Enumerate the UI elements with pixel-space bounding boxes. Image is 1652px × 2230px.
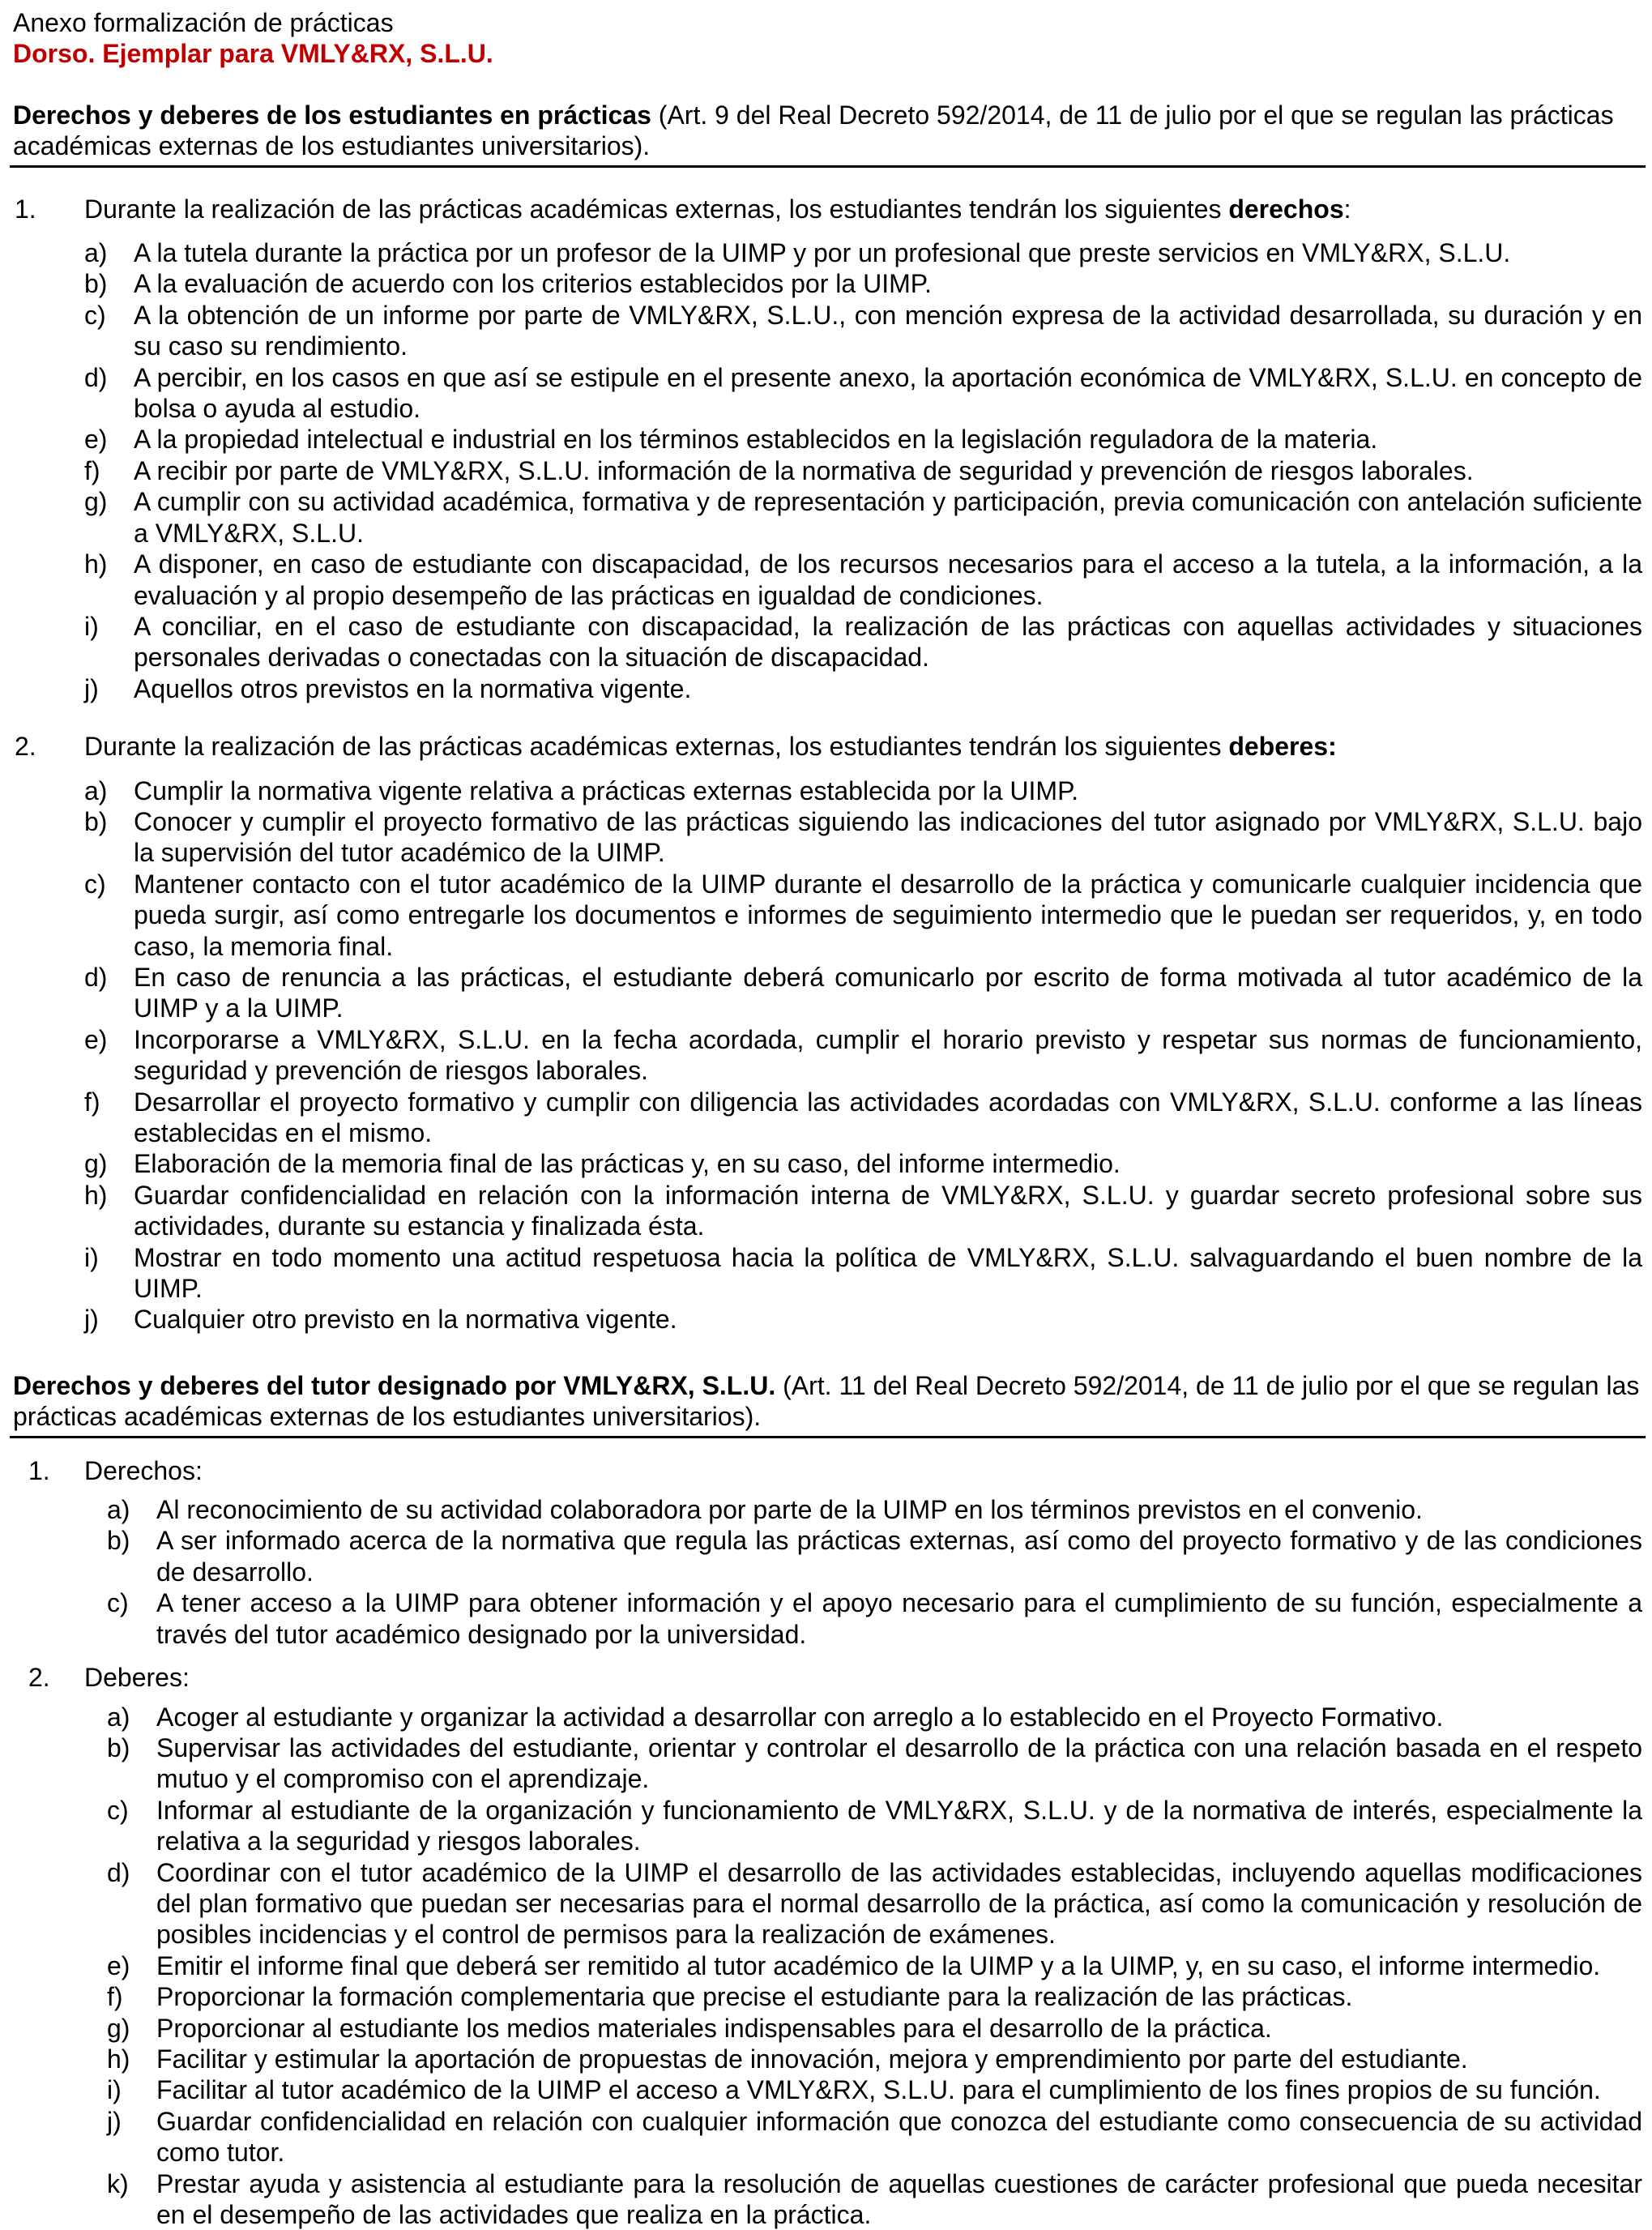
list-item — [13, 1087, 1642, 1149]
list-item — [13, 486, 1642, 549]
list-item-letter: b) — [84, 806, 108, 836]
list-item-letter: f) — [84, 1087, 100, 1117]
list-item-text: A la obtención de un informe por parte de VMLY&RX, S.L.U., con mención expresa de la actividad desarrollada, su duración y en su caso su rendimiento. — [134, 300, 1642, 361]
list-item-text: Emitir el informe final que deberá ser remitido al tutor académico de la UIMP y a la UIMP, y, en su caso, el informe intermedio. — [156, 1950, 1601, 1980]
section-heading-bold: Derechos y deberes de los estudiantes en prácticas — [13, 100, 651, 130]
list-item-letter: i) — [107, 2075, 122, 2105]
list-item-letter: a) — [84, 238, 108, 268]
list-item — [13, 1587, 1642, 1650]
list-item — [13, 1525, 1642, 1587]
document-body — [13, 100, 1642, 2230]
item-intro-end: : — [1343, 194, 1351, 224]
list-item — [13, 424, 1642, 455]
list-item-text: A conciliar, en el caso de estudiante con discapacidad, la realización de las prácticas con aquellas actividades y situaciones personales derivadas o conectadas con la situación de discapacidad. — [134, 611, 1642, 673]
list-item-letter: k) — [107, 2168, 129, 2198]
list-item-text: A recibir por parte de VMLY&RX, S.L.U. información de la normativa de seguridad y prevención de riesgos laborales. — [134, 455, 1474, 485]
list-item-letter: a) — [107, 1495, 130, 1525]
list-item — [13, 1732, 1642, 1795]
section-1 — [13, 100, 1642, 1335]
item-intro-bold: derechos — [1228, 194, 1344, 224]
list-item-letter: h) — [84, 549, 108, 579]
numbered-item-1 — [13, 194, 1642, 224]
list-item — [13, 237, 1642, 268]
section-heading — [13, 100, 1642, 162]
list-item-text: Conocer y cumplir el proyecto formativo de las prácticas siguiendo las indicaciones del tutor asignado por VMLY&RX, S.L.U. bajo la supervisión del tutor académico de la UIMP. — [134, 806, 1642, 868]
list-item-text: A la propiedad intelectual e industrial en los términos establecidos en la legislación reguladora de la materia. — [134, 425, 1378, 455]
list-item-text: Supervisar las actividades del estudiante, orientar y controlar el desarrollo de la práctica con una relación basada en el respeto mutuo y el compromiso con el aprendizaje. — [156, 1732, 1642, 1794]
list-item-text: Desarrollar el proyecto formativo y cumplir con diligencia las actividades acordadas con VMLY&RX, S.L.U. conforme a las líneas establecidas en el mismo. — [134, 1087, 1642, 1147]
document-subtitle: Dorso. Ejemplar para VMLY&RX, S.L.U. — [13, 39, 493, 69]
list-item — [13, 1180, 1642, 1242]
list-item-text: En caso de renuncia a las prácticas, el estudiante deberá comunicarlo por escrito de forma motivada al tutor académico de la UIMP y a la UIMP. — [134, 962, 1642, 1023]
list-item-letter: j) — [84, 1305, 99, 1335]
item-intro: Derechos: — [84, 1455, 203, 1485]
list-item — [13, 1950, 1642, 1981]
list-item-text: Cualquier otro previsto en la normativa vigente. — [134, 1305, 677, 1335]
list-item — [13, 806, 1642, 869]
list-item — [13, 869, 1642, 962]
list-item-text: Proporcionar la formación complementaria que precise el estudiante para la realización de las prácticas. — [156, 1982, 1353, 2012]
list-item-letter: e) — [84, 1024, 108, 1054]
list-item — [13, 2106, 1642, 2168]
list-item-letter: g) — [84, 487, 108, 517]
list-item-letter: e) — [107, 1950, 130, 1980]
list-item-text: Al reconocimiento de su actividad colaboradora por parte de la UIMP en los términos previstos en el convenio. — [156, 1495, 1423, 1525]
list-item — [13, 1702, 1642, 1732]
item-number: 1. — [28, 1455, 50, 1485]
list-item-text: Proporcionar al estudiante los medios materiales indispensables para el desarrollo de la práctica. — [156, 2013, 1272, 2043]
document-title: Anexo formalización de prácticas — [13, 8, 394, 37]
list-item-letter: h) — [107, 2044, 130, 2074]
list-item-text: Cumplir la normativa vigente relativa a prácticas externas establecida por la UIMP. — [134, 775, 1079, 805]
list-item-letter: d) — [107, 1857, 130, 1887]
list-item — [13, 673, 1642, 704]
document-page — [13, 7, 1642, 2230]
list-item-text: A disponer, en caso de estudiante con discapacidad, de los recursos necesarios para el acceso a la tutela, a la información, a la evaluación y al propio desempeño de las prácticas en igualdad de condiciones. — [134, 549, 1642, 610]
list-item-letter: i) — [84, 611, 99, 641]
section-heading-reference: (Art. 11 del Real Decreto 592/2014, de 11 de julio por el que se regulan las prácticas académicas externas de los estudiantes universitarios). — [13, 1370, 1640, 1432]
list-item — [13, 611, 1642, 673]
list-item-letter: e) — [84, 425, 108, 455]
list-item-letter: c) — [107, 1588, 129, 1618]
list-item-text: A la evaluación de acuerdo con los criterios establecidos por la UIMP. — [134, 269, 932, 299]
section-divider — [10, 1436, 1646, 1438]
list-item — [13, 1981, 1642, 2012]
list-item-letter: c) — [107, 1795, 129, 1825]
list-item-text: A tener acceso a la UIMP para obtener información y el apoyo necesario para el cumplimiento de su función, especialmente a través del tutor académico designado por la universidad. — [156, 1588, 1642, 1649]
list-item-letter: a) — [84, 775, 108, 805]
item-number: 1. — [15, 194, 36, 224]
numbered-item-1 — [13, 1455, 1642, 1486]
list-item — [13, 1242, 1642, 1305]
list-item — [13, 268, 1642, 299]
list-item-letter: j) — [107, 2106, 122, 2136]
list-item-text: Aquellos otros previstos en la normativa vigente. — [134, 673, 692, 703]
numbered-item-2 — [13, 1662, 1642, 1693]
list-item-text: Prestar ayuda y asistencia al estudiante para la resolución de aquellas cuestiones de carácter profesional que pueda necesitar en el desempeño de las actividades que realiza en la práctica. — [156, 2168, 1642, 2229]
list-item — [13, 1148, 1642, 1179]
list-item — [13, 362, 1642, 425]
list-item — [13, 2044, 1642, 2074]
list-item — [13, 2168, 1642, 2230]
list-item-text: A la tutela durante la práctica por un profesor de la UIMP y por un profesional que preste servicios en VMLY&RX, S.L.U. — [134, 238, 1511, 268]
list-item-letter: b) — [107, 1732, 130, 1762]
numbered-item-2 — [13, 731, 1642, 762]
list-item-letter: h) — [84, 1180, 108, 1210]
list-item-letter: c) — [84, 300, 106, 330]
section-heading-reference: (Art. 9 del Real Decreto 592/2014, de 11 de julio por el que se regulan las prácticas académicas externas de los estudiantes universitarios). — [13, 100, 1614, 161]
list-item-text: Guardar confidencialidad en relación con la información interna de VMLY&RX, S.L.U. y guardar secreto profesional sobre sus actividades, durante su estancia y finalizada ésta. — [134, 1180, 1642, 1241]
list-item — [13, 775, 1642, 806]
item-number: 2. — [28, 1663, 50, 1693]
list-item — [13, 962, 1642, 1024]
list-item-text: A ser informado acerca de la normativa que regula las prácticas externas, así como del proyecto formativo y de las condiciones de desarrollo. — [156, 1526, 1642, 1587]
list-item — [13, 1857, 1642, 1950]
list-item-text: Coordinar con el tutor académico de la UIMP el desarrollo de las actividades establecidas, incluyendo aquellas modificaciones del plan formativo que puedan ser necesarias para el normal desarrollo de la práctica, así como la comunicación y resolución de posibles incidencias y el control de permisos para la realización de exámenes. — [156, 1857, 1642, 1950]
list-item-text: Elaboración de la memoria final de las prácticas y, en su caso, del informe intermedio. — [134, 1149, 1121, 1179]
list-item — [13, 549, 1642, 611]
list-item-letter: g) — [84, 1149, 108, 1179]
list-item-letter: b) — [107, 1526, 130, 1556]
list-item-text: A percibir, en los casos en que así se estipule en el presente anexo, la aportación económica de VMLY&RX, S.L.U. en concepto de bolsa o ayuda al estudio. — [134, 362, 1642, 424]
list-item-text: Facilitar al tutor académico de la UIMP el acceso a VMLY&RX, S.L.U. para el cumplimiento de los fines propios de su función. — [156, 2075, 1601, 2105]
list-item — [13, 2074, 1642, 2105]
list-item-text: Incorporarse a VMLY&RX, S.L.U. en la fecha acordada, cumplir el horario previsto y respetar sus normas de funcionamiento, seguridad y prevención de riesgos laborales. — [134, 1024, 1642, 1086]
list-item-text: Guardar confidencialidad en relación con cualquier información que conozca del estudiante como consecuencia de su actividad como tutor. — [156, 2106, 1642, 2168]
list-item — [13, 2013, 1642, 2044]
list-item-letter: f) — [107, 1982, 123, 2012]
list-item-letter: g) — [107, 2013, 130, 2043]
list-item-text: Facilitar y estimular la aportación de propuestas de innovación, mejora y emprendimiento por parte del estudiante. — [156, 2044, 1468, 2074]
list-item-letter: i) — [84, 1242, 99, 1272]
list-item — [13, 455, 1642, 486]
item-intro: Durante la realización de las prácticas académicas externas, los estudiantes tendrán los siguientes — [84, 194, 1229, 224]
list-item-text: Acoger al estudiante y organizar la actividad a desarrollar con arreglo a lo establecido en el Proyecto Formativo. — [156, 1702, 1444, 1732]
item-number: 2. — [15, 732, 36, 762]
list-item-letter: a) — [107, 1702, 130, 1732]
list-item-letter: f) — [84, 455, 100, 485]
list-item-letter: j) — [84, 673, 99, 703]
item-intro: Durante la realización de las prácticas académicas externas, los estudiantes tendrán los siguientes — [84, 732, 1229, 762]
list-item-letter: d) — [84, 362, 108, 392]
list-item-text: A cumplir con su actividad académica, formativa y de representación y participación, previa comunicación con antelación suficiente a VMLY&RX, S.L.U. — [134, 487, 1642, 548]
list-item-text: Mostrar en todo momento una actitud respetuosa hacia la política de VMLY&RX, S.L.U. salvaguardando el buen nombre de la UIMP. — [134, 1242, 1642, 1304]
list-item — [13, 1304, 1642, 1335]
section-divider — [10, 165, 1646, 168]
list-item — [13, 1494, 1642, 1525]
item-intro-bold: deberes: — [1228, 732, 1337, 762]
list-item-text: Mantener contacto con el tutor académico de la UIMP durante el desarrollo de la práctica y comunicarle cualquier incidencia que pueda surgir, así como entregarle los documentos e informes de seguimiento intermedio que le puedan ser requeridos, y, en todo caso, la memoria final. — [134, 869, 1642, 961]
section-heading — [13, 1370, 1642, 1433]
list-item — [13, 1795, 1642, 1857]
list-item-letter: b) — [84, 269, 108, 299]
list-item-text: Informar al estudiante de la organización y funcionamiento de VMLY&RX, S.L.U. y de la normativa de interés, especialmente la relativa a la seguridad y riesgos laborales. — [156, 1795, 1642, 1856]
list-item — [13, 300, 1642, 362]
list-item — [13, 1024, 1642, 1087]
section-2 — [13, 1370, 1642, 2230]
list-item-letter: c) — [84, 869, 106, 899]
list-item-letter: d) — [84, 962, 108, 992]
item-intro: Deberes: — [84, 1663, 190, 1693]
section-heading-bold: Derechos y deberes del tutor designado por VMLY&RX, S.L.U. — [13, 1370, 776, 1400]
